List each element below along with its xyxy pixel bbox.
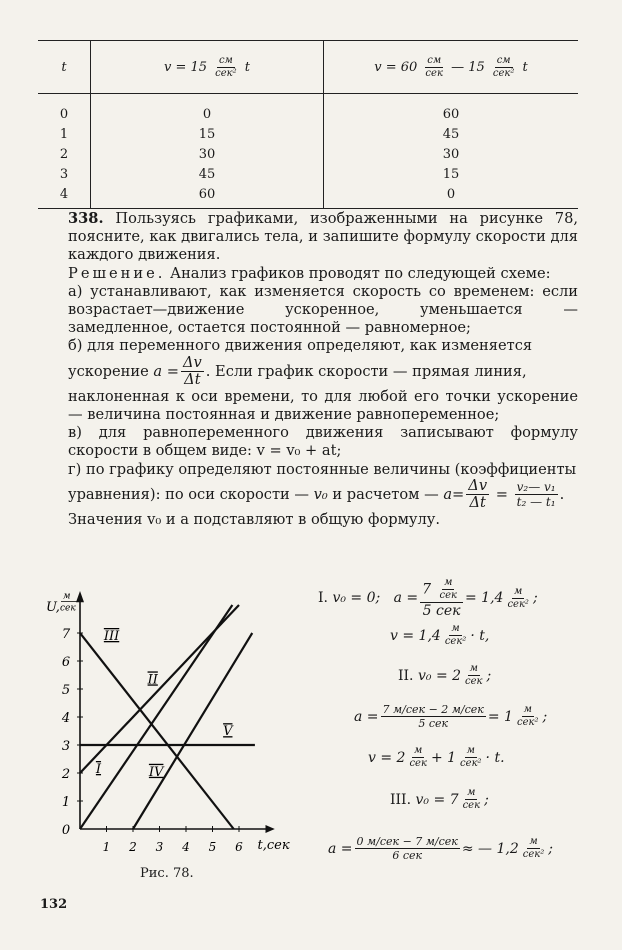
table-header-row: [38, 41, 578, 94]
y-tick-label: 2: [61, 767, 71, 782]
table-cell: 1: [59, 127, 69, 142]
table-cell: 45: [324, 125, 579, 145]
y-axis-unit-num: м: [63, 591, 71, 602]
y-tick-label: 5: [61, 683, 71, 698]
table-cell: 60: [324, 94, 579, 126]
page-number: 132: [40, 897, 68, 912]
y-axis-label: U,: [46, 600, 60, 615]
solution-intro: Решение. Анализ графиков проводят по следующей схеме:: [68, 264, 551, 282]
x-axis-label: t,сек: [257, 838, 290, 853]
eq-2-a: a = $\frac{\text{7 м/сек − 2 м/сек}}{\text{5 сек}}$ = 1 $\frac{м}{\text{сек²}}$ ;: [354, 703, 548, 730]
line-label-III: III: [103, 629, 120, 644]
eq-3-a: a = $\frac{\text{0 м/сек − 7 м/сек}}{\text{6 сек}}$ ≈ — 1,2 $\frac{м}{\text{сек²}}$ ;: [328, 835, 553, 862]
y-axis-unit-den: сек: [60, 603, 76, 614]
table-row: [38, 165, 578, 185]
table-row: [38, 185, 578, 209]
x-tick-label: 5: [208, 840, 217, 854]
velocity-graph: [30, 585, 310, 885]
series-line-I: [80, 605, 232, 829]
x-tick-label: 1: [102, 840, 111, 854]
table-cell: 45: [91, 165, 324, 185]
table-row: [38, 94, 578, 126]
y-tick-label: 0: [61, 823, 71, 838]
x-tick-label: 6: [235, 840, 243, 854]
table-row: [38, 145, 578, 165]
table-cell: 4: [38, 185, 91, 209]
problem-text: [68, 210, 578, 529]
y-axis-arrow: [76, 591, 84, 602]
table-cell: 15: [91, 125, 324, 145]
step-b-formula-line: ускорение a = $\frac{\Delta v}{\Delta t}$ . Если график скорости — прямая линия,: [68, 353, 527, 389]
line-label-V: V: [223, 724, 233, 740]
header-v2: v = 60 $\frac{см}{\text{сек}}$ — 15 $\frac{см}{\text{сек²}}$ t: [324, 41, 579, 94]
table-cell: 15: [324, 165, 579, 185]
step-d-formula-line: уравнения): по оси скорости — v₀ и расчетом — a= $\frac{\Delta v}{\Delta t}$ = $\frac{\text{v₂— v₁}}{\text{t₂ — t₁}}$ .: [68, 476, 565, 512]
table-cell: 30: [91, 145, 324, 165]
table-cell: 0: [59, 107, 69, 122]
y-tick-label: 1: [61, 795, 71, 810]
line-label-I: I: [95, 762, 102, 777]
step-b-rest: наклоненная к оси времени, то для любой его точки ускорение — величина постоянная и движение равнопеременное;: [68, 387, 578, 424]
table-cell: 60: [91, 185, 324, 209]
graph-labels: [46, 592, 290, 853]
x-tick-label: 3: [155, 840, 164, 854]
x-axis-arrow: [266, 825, 275, 833]
line-label-II: II: [147, 672, 158, 688]
header-t: t: [38, 41, 91, 94]
velocity-table: [38, 40, 578, 209]
table-row: [38, 125, 578, 145]
table-cell: 0: [324, 185, 579, 209]
x-tick-label: 4: [182, 840, 190, 854]
y-tick-label: 7: [61, 627, 71, 642]
eq-3-v0: III. v₀ = 7 $\frac{м}{\text{сек}}$ ;: [390, 787, 489, 811]
y-tick-label: 4: [61, 711, 71, 726]
eq-1-v: v = 1,4 $\frac{м}{\text{сек²}}$ · t,: [390, 623, 490, 647]
eq-2-v: v = 2 $\frac{м}{\text{сек}}$ + 1 $\frac{м}{\text{сек²}}$ · t.: [368, 745, 505, 769]
step-c: в) для равнопеременного движения записывают формулу скорости в общем виде: v = v₀ + at;: [68, 424, 578, 460]
final-sentence: Значения v₀ и a подставляют в общую формулу.: [68, 511, 441, 529]
eq-1-v0: I. v₀ = 0; a = 7 $\frac{м}{\text{сек}}$ 5 сек = 1,4 $\frac{м}{\text{сек²}}$ ;: [318, 577, 538, 619]
table-cell: 30: [324, 145, 579, 165]
x-tick-label: 2: [129, 840, 137, 854]
step-b: б) для переменного движения определяют, как изменяется: [68, 337, 533, 355]
eq-2-v0: II. v₀ = 2 $\frac{м}{\text{сек}}$ ;: [398, 663, 492, 687]
table-body: [38, 94, 578, 209]
graph-axes: [76, 591, 275, 833]
table-cell: 2: [59, 147, 69, 162]
series-line-III: [80, 633, 234, 829]
line-label-IV: IV: [148, 764, 164, 780]
step-d: г) по графику определяют постоянные величины (коэффициенты: [68, 460, 577, 478]
header-v1: v = 15 $\frac{см}{\text{сек²}}$ t: [91, 41, 324, 94]
figure-caption: Рис. 78.: [140, 866, 194, 881]
y-tick-label: 3: [61, 739, 71, 754]
table-cell: 0: [91, 94, 324, 126]
table-cell: 3: [59, 167, 69, 182]
step-a: а) устанавливают, как изменяется скорость со временем: если возрастает—движение ускоренное, уменьшается — замедленное, остается постоянной — равномерное;: [68, 282, 578, 337]
problem-statement: 338. Пользуясь графиками, изображенными на рисунке 78, поясните, как двигались тела, и запишите формулу скорости для каждого движения.: [68, 210, 578, 264]
graph-ticks: [61, 627, 243, 854]
y-tick-label: 6: [61, 655, 71, 670]
